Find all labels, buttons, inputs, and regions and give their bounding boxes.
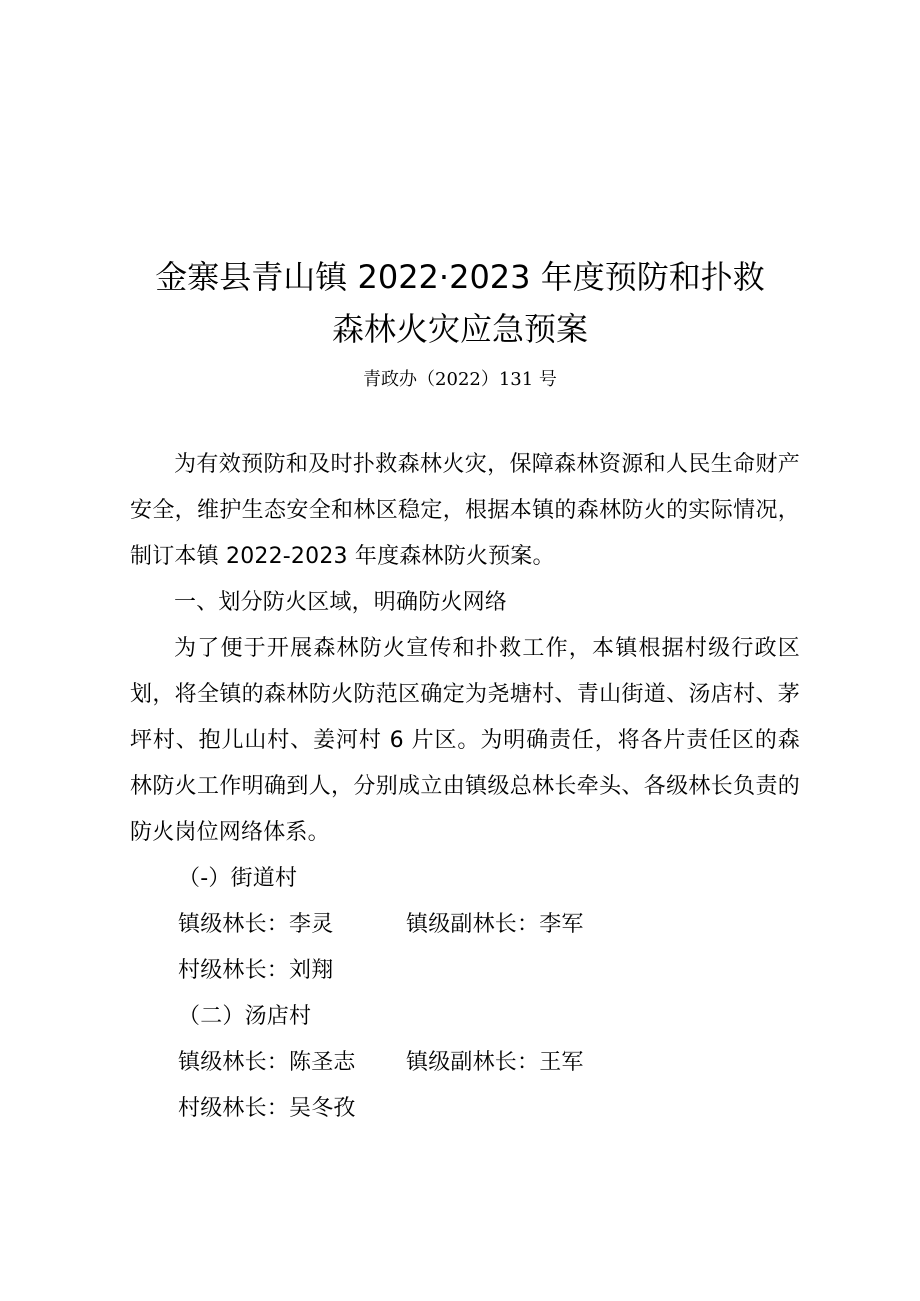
subsection-2-heading: （二）汤店村 — [178, 1004, 312, 1029]
section-1-heading: 一、划分防火区域，明确防火网络 — [174, 590, 508, 615]
document-body — [130, 442, 800, 1132]
subsection-2-village-chief: 村级林长：吴冬孜 — [178, 1096, 356, 1121]
subsection-1-town-deputy: 镇级副林长：李军 — [406, 912, 584, 937]
document-number: 青政办（2022）131 号 — [363, 369, 557, 390]
subsection-1-heading: （-）街道村 — [178, 866, 298, 891]
intro-paragraph: 为有效预防和及时扑救森林火灾，保障森林资源和人民生命财产安全，维护生态安全和林区稳定，根据本镇的森林防火的实际情况，制订本镇 2022-2023 年度森林防火预案。 — [130, 452, 800, 569]
subsection-2-town-deputy: 镇级副林长：王军 — [406, 1050, 584, 1075]
section-1-paragraph: 为了便于开展森林防火宣传和扑救工作，本镇根据村级行政区划，将全镇的森林防火防范区确定为尧塘村、青山街道、汤店村、茅坪村、抱儿山村、姜河村 6 片区。为明确责任，将各片责任区的森林防火工作明确到人，分别成立由镇级总林长牵头、各级林长负责的防火岗位网络体系。 — [130, 636, 800, 845]
subsection-1-village-chief: 村级林长：刘翔 — [178, 958, 334, 983]
subsection-1-town-chiefs — [130, 902, 800, 948]
subsection-2-town-chiefs — [130, 1040, 800, 1086]
subsection-1-town-chief: 镇级林长：李灵 — [178, 912, 334, 937]
document-title-line-1: 金寨县青山镇 2022·2023 年度预防和扑救 — [155, 258, 765, 296]
document-title-line-2: 森林火灾应急预案 — [331, 310, 588, 348]
subsection-2-town-chief: 镇级林长：陈圣志 — [178, 1050, 356, 1075]
